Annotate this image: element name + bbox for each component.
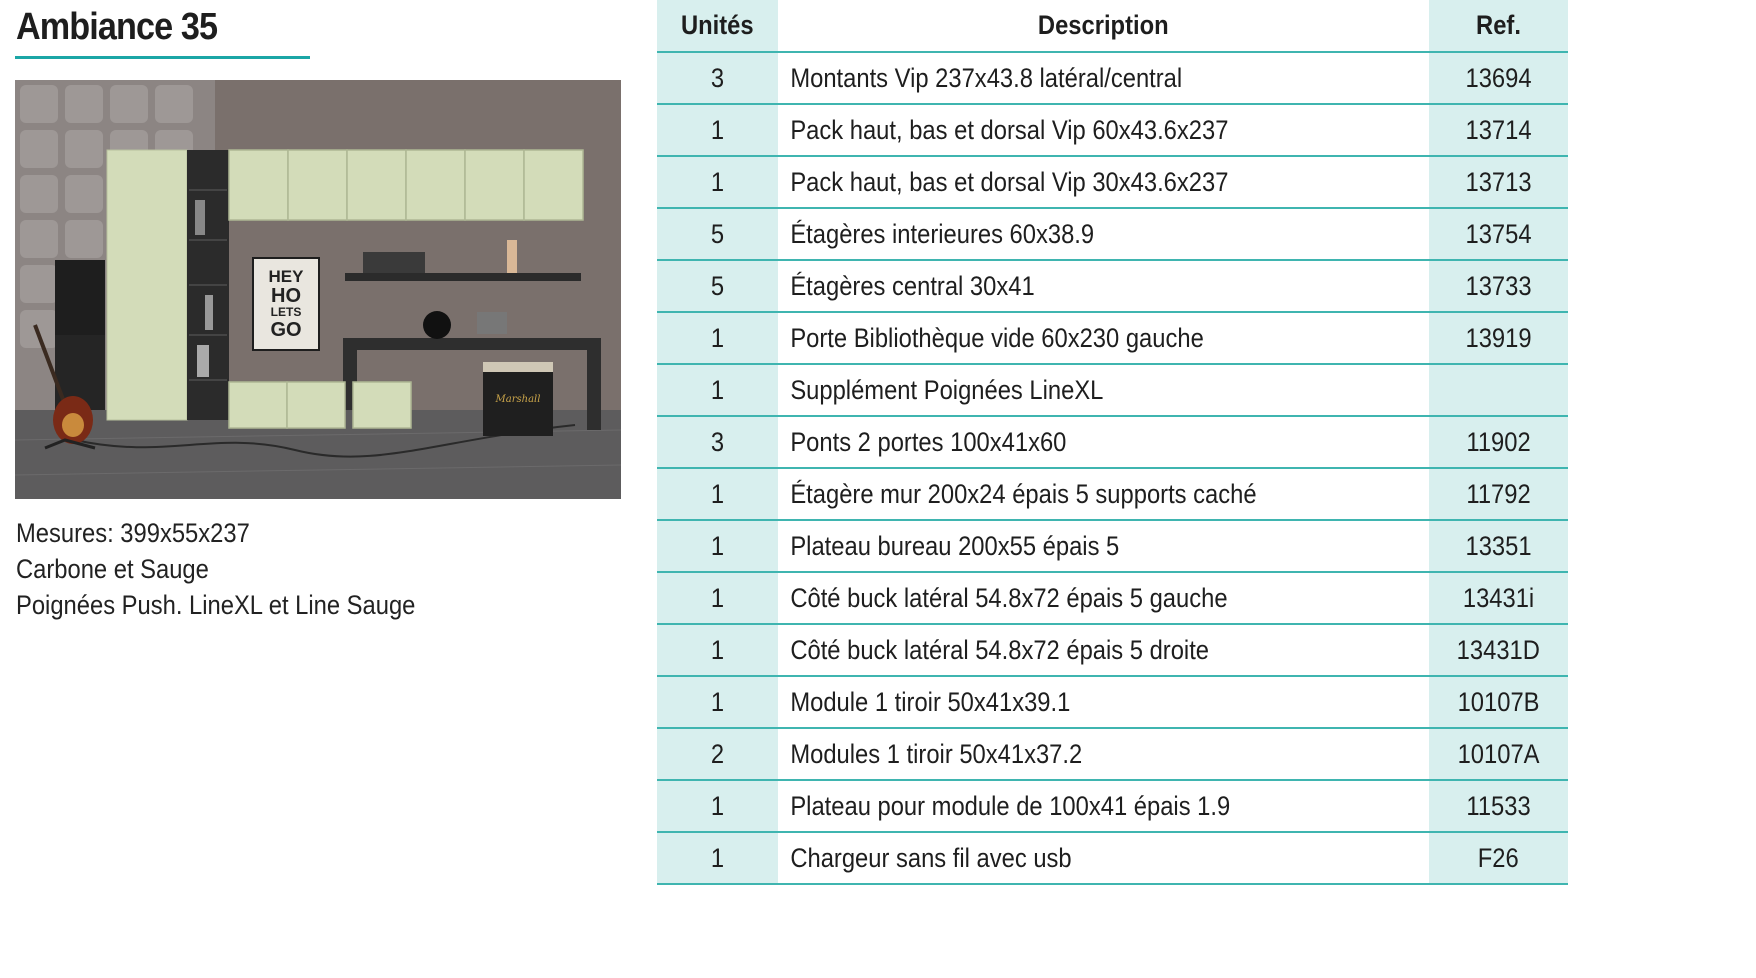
row-ref: 13733 bbox=[1429, 260, 1568, 312]
table-row bbox=[657, 416, 1568, 468]
row-units: 1 bbox=[657, 364, 778, 416]
row-ref: 11902 bbox=[1429, 416, 1568, 468]
row-units: 1 bbox=[657, 104, 778, 156]
row-description: Étagère mur 200x24 épais 5 supports caché bbox=[778, 468, 1429, 520]
table-body bbox=[657, 52, 1568, 884]
room-illustration bbox=[15, 80, 621, 499]
table-row bbox=[657, 832, 1568, 884]
title-underline bbox=[15, 56, 310, 59]
spec-finish: Carbone et Sauge bbox=[16, 554, 209, 584]
table-row bbox=[657, 52, 1568, 104]
row-units: 1 bbox=[657, 156, 778, 208]
table-row bbox=[657, 208, 1568, 260]
row-units: 1 bbox=[657, 624, 778, 676]
row-units: 1 bbox=[657, 572, 778, 624]
header-ref: Ref. bbox=[1429, 0, 1568, 52]
row-ref: 10107B bbox=[1429, 676, 1568, 728]
row-description: Porte Bibliothèque vide 60x230 gauche bbox=[778, 312, 1429, 364]
row-ref: 11792 bbox=[1429, 468, 1568, 520]
row-ref: 13431D bbox=[1429, 624, 1568, 676]
row-ref: 13431i bbox=[1429, 572, 1568, 624]
svg-text:Marshall: Marshall bbox=[495, 394, 541, 405]
row-units: 1 bbox=[657, 780, 778, 832]
row-units: 1 bbox=[657, 520, 778, 572]
row-ref: F26 bbox=[1429, 832, 1568, 884]
svg-text:HEY: HEY bbox=[268, 267, 304, 286]
row-description: Modules 1 tiroir 50x41x37.2 bbox=[778, 728, 1429, 780]
page-title: Ambiance 35 bbox=[16, 6, 218, 48]
row-ref: 10107A bbox=[1429, 728, 1568, 780]
table-header-row bbox=[657, 0, 1568, 52]
row-description: Chargeur sans fil avec usb bbox=[778, 832, 1429, 884]
row-description: Pack haut, bas et dorsal Vip 60x43.6x237 bbox=[778, 104, 1429, 156]
row-description: Plateau pour module de 100x41 épais 1.9 bbox=[778, 780, 1429, 832]
row-units: 1 bbox=[657, 312, 778, 364]
row-units: 3 bbox=[657, 52, 778, 104]
header-description: Description bbox=[778, 0, 1429, 52]
spec-handles: Poignées Push. LineXL et Line Sauge bbox=[16, 590, 416, 620]
table-row bbox=[657, 676, 1568, 728]
row-units: 1 bbox=[657, 468, 778, 520]
row-description: Module 1 tiroir 50x41x39.1 bbox=[778, 676, 1429, 728]
row-ref: 13713 bbox=[1429, 156, 1568, 208]
row-units: 1 bbox=[657, 832, 778, 884]
row-ref: 13351 bbox=[1429, 520, 1568, 572]
svg-text:HO: HO bbox=[271, 285, 301, 307]
row-description: Étagères interieures 60x38.9 bbox=[778, 208, 1429, 260]
table-row bbox=[657, 364, 1568, 416]
row-units: 2 bbox=[657, 728, 778, 780]
spec-dimensions: Mesures: 399x55x237 bbox=[16, 518, 250, 548]
table-row bbox=[657, 728, 1568, 780]
row-description: Côté buck latéral 54.8x72 épais 5 droite bbox=[778, 624, 1429, 676]
header-units: Unités bbox=[657, 0, 778, 52]
parts-table bbox=[657, 0, 1568, 885]
row-description: Ponts 2 portes 100x41x60 bbox=[778, 416, 1429, 468]
table-row bbox=[657, 312, 1568, 364]
table-row bbox=[657, 104, 1568, 156]
row-ref: 13754 bbox=[1429, 208, 1568, 260]
row-description: Plateau bureau 200x55 épais 5 bbox=[778, 520, 1429, 572]
row-units: 5 bbox=[657, 208, 778, 260]
table-row bbox=[657, 624, 1568, 676]
row-description: Pack haut, bas et dorsal Vip 30x43.6x237 bbox=[778, 156, 1429, 208]
table-row bbox=[657, 572, 1568, 624]
row-units: 1 bbox=[657, 676, 778, 728]
row-ref: 13714 bbox=[1429, 104, 1568, 156]
row-ref: 11533 bbox=[1429, 780, 1568, 832]
row-ref: 13694 bbox=[1429, 52, 1568, 104]
row-units: 3 bbox=[657, 416, 778, 468]
table-row bbox=[657, 156, 1568, 208]
row-ref: 13919 bbox=[1429, 312, 1568, 364]
row-ref bbox=[1429, 364, 1568, 416]
table-row bbox=[657, 468, 1568, 520]
product-photo bbox=[15, 80, 621, 499]
row-units: 5 bbox=[657, 260, 778, 312]
table-row bbox=[657, 520, 1568, 572]
svg-text:LETS: LETS bbox=[270, 305, 302, 319]
product-specs bbox=[16, 515, 616, 623]
amp-cabinet-top bbox=[55, 260, 105, 335]
row-description: Côté buck latéral 54.8x72 épais 5 gauche bbox=[778, 572, 1429, 624]
svg-text:GO: GO bbox=[270, 319, 302, 341]
table-row bbox=[657, 260, 1568, 312]
row-description: Étagères central 30x41 bbox=[778, 260, 1429, 312]
row-description: Supplément Poignées LineXL bbox=[778, 364, 1429, 416]
table-row bbox=[657, 780, 1568, 832]
row-description: Montants Vip 237x43.8 latéral/central bbox=[778, 52, 1429, 104]
